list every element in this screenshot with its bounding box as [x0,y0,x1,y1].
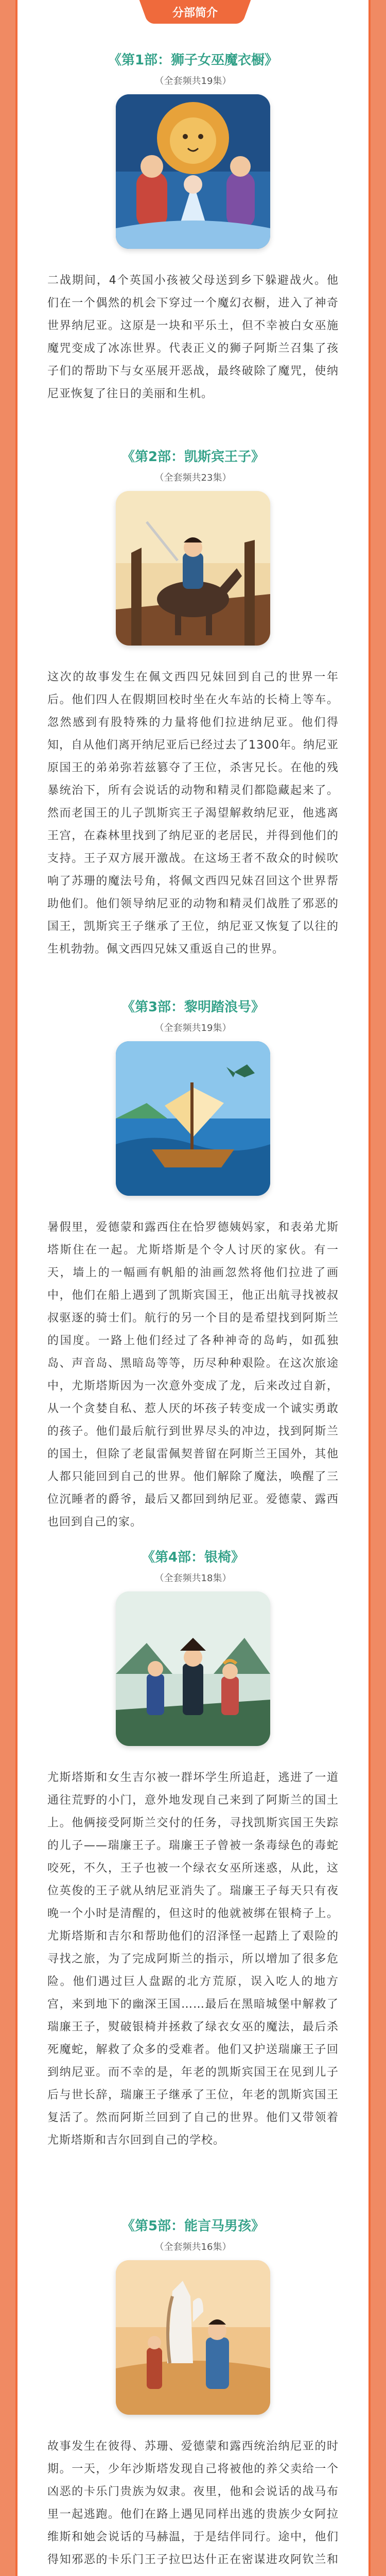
lion-witch-illustration [116,94,270,249]
silver-chair-illustration [116,1591,270,1746]
horse-and-boy-illustration [116,2260,270,2415]
book-section-3 [17,996,369,1534]
prince-caspian-illustration [116,491,270,646]
section-title: 《第1部：狮子女巫魔衣橱》 [108,53,278,68]
section-title: 《第4部：银椅》 [141,1550,245,1565]
content-card [15,0,371,2576]
book-section-5 [17,2215,369,2576]
section-title: 《第5部：能言马男孩》 [121,2218,265,2234]
section-description: 二战期间，4个英国小孩被父母送到乡下躲避战火。他们在一个偶然的机会下穿过一个魔幻衣橱，进入了神奇世界纳尼亚。这原是一块和平乐土，但不幸被白女巫施魔咒变成了冰冻世界。代表正义的狮子阿斯兰召集了孩子们的帮助下与女巫展开恶战，最终破除了魔咒，使纳尼亚恢复了往日的美丽和生机。 [47,274,339,400]
book-section-1 [17,49,369,405]
section-description: 暑假里，爱德蒙和露西住在恰罗德姨妈家，和表弟尤斯塔斯住在一起。尤斯塔斯是个令人讨厌的家伙。有一天，墙上的一幅画有帆船的油画忽然将他们拉进了画中，他们在船上遇到了凯斯宾国王，他正出航寻找被叔叔驱逐的骑士们。航行的另一个目的是希望找到阿斯兰的国度。一路上他们经过了各种神奇的岛屿，如孤独岛、声音岛、黑暗岛等等，历尽种种艰险。在这次旅途中，尤斯塔斯因为一次意外变成了龙，后来改过自新，从一个贪婪自私、惹人厌的坏孩子转变成一个诚实勇敢的孩子。他们最后航行到世界尽头的冲边，找到阿斯兰的国土，但除了老鼠雷佩契普留在阿斯兰王国外，其他人都只能回到自己的世界。他们解除了魔法，唤醒了三位沉睡者的爵爷，最后又都回到纳尼亚。爱德蒙、露西也回到自己的家。 [47,1221,339,1529]
section-title: 《第2部：凯斯宾王子》 [121,449,265,465]
section-description: 这次的故事发生在佩文西四兄妹回到自己的世界一年后。他们四人在假期回校时坐在火车站的长椅上等车。忽然感到有股特殊的力量将他们拉进纳尼亚。他们得知，自从他们离开纳尼亚后已经过去了1300年。纳尼亚原国王的弟弟弥若兹篡夺了王位，杀害兄长。在他的残暴统治下，所有会说话的动物和精灵们都隐藏起来了。然而老国王的儿子凯斯宾王子渴望解救纳尼亚，他逃离王宫，在森林里找到了纳尼亚的老居民，并得到他们的支持。王子双方展开激战。在这场王者不敌众的时候吹响了苏珊的魔法号角，将佩文西四兄妹召回这个世界帮助他们。他们领导纳尼亚的动物和精灵们战胜了邪恶的国王，凯斯宾王子继承了王位，纳尼亚又恢复了以往的生机勃勃。佩文西四兄妹又重返自己的世界。 [47,671,339,956]
section-episode-count: （全套频共19集） [154,76,232,87]
section-episode-count: （全套频共16集） [154,2242,232,2252]
book-section-4 [17,1547,369,2152]
section-description: 尤斯塔斯和女生吉尔被一群坏学生所追赶，逃进了一道通往荒野的小门，意外地发现自己来到了阿斯兰的国土上。他俩接受阿斯兰交付的任务，寻找凯斯宾国王失踪的儿子——瑞廉王子。瑞廉王子曾被一条毒绿色的毒蛇咬死，不久，王子也被一个绿衣女巫所迷惑，从此，这位英俊的王子就从纳尼亚消失了。瑞廉王子每天只有夜晚一个小时是清醒的，但这时的他就被绑在银椅子上。尤斯塔斯和吉尔和帮助他们的沼泽怪一起踏上了艰险的寻找之旅，为了完成阿斯兰的指示，所以增加了很多危险。他们遇过巨人盘踞的北方荒原，误入吃人的地方宫，来到地下的幽深王国……最后在黑暗城堡中解救了瑞廉王子，熨破银椅并拯救了绿衣女巫的魔法，最后杀死魔蛇，解救了众多的受难者。他们又护送瑞廉王子回到纳尼亚。而不幸的是，年老的凯斯宾国王在见到儿子后与世长辞，瑞廉王子继承了王位，年老的凯斯宾国王复活了。然而阿斯兰回到了自己的世界。他们又带领着尤斯塔斯和吉尔回到自己的学校。 [47,1771,339,2147]
dawn-treader-illustration [116,1041,270,1196]
section-title: 《第3部：黎明踏浪号》 [121,999,265,1015]
header-badge-label: 分部简介 [172,6,218,20]
section-header-badge [154,0,236,24]
section-episode-count: （全套频共19集） [154,1023,232,1033]
book-section-2 [17,446,369,961]
section-description: 故事发生在彼得、苏珊、爱德蒙和露西统治纳尼亚的时期。一天，少年沙斯塔发现自己将被他的养父卖给一个凶恶的卡乐门贵族为奴隶。夜里，他和会说话的战马布里一起逃跑。他们在路上遇见同样出逃的贵族少女阿拉维斯和她会说话的马赫温，于是结伴同行。途中，他们得知邪恶的卡乐门王子拉巴达什正在密谋进攻阿钦兰和 [47,2440,339,2566]
section-episode-count: （全套频共23集） [154,472,232,483]
section-episode-count: （全套频共18集） [154,1573,232,1584]
